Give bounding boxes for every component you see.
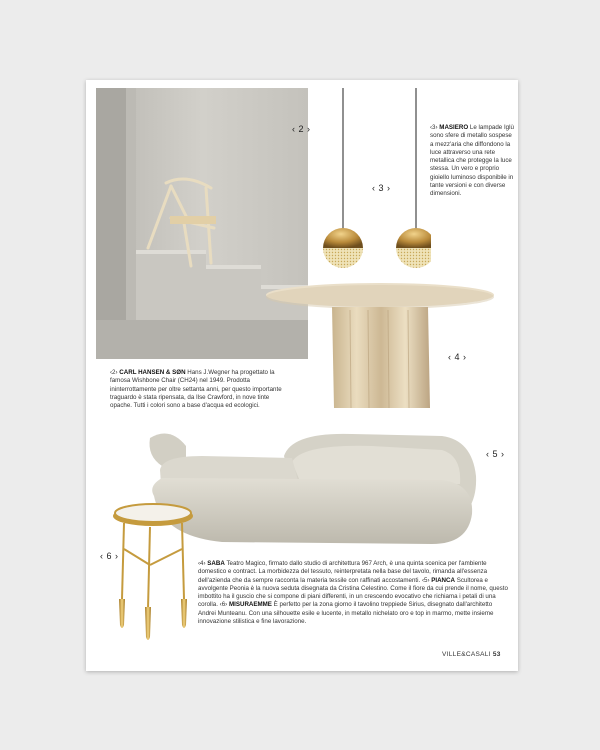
label-3: ‹ 3 › xyxy=(372,183,391,193)
sirius-side-table-image xyxy=(110,499,196,645)
page-folio: VILLE&CASALI 53 xyxy=(442,651,501,658)
caption-carl-hansen: ‹2› CARL HANSEN & SØN Hans J.Wegner ha progettato la famosa Wishbone Chair (CH24) nel 1949. Prodotta ininterrottamente per oltre settanta anni, per questo importante traguardo è stata ripensata, da Ilse Crawford, in nove tinte opache. Tutti i colori sono a base d'acqua ed ecologici. xyxy=(110,369,282,410)
caption-bottom: ‹4› SABA Teatro Magico, firmato dallo studio di architettura 967 Arch, è una quinta scenica per l'ambiente domestico e contract. La morbidezza del tessuto, reinterpretata nella base del tavolo, rimanda all'essenza dell'azienda che da sempre racconta la materia tessile con raffinati accostamenti. ‹5› PIANCA Scultorea e avvolgente Peonia è la nuova seduta disegnata da Cristina Celestino. Come il fiore da cui prende il nome, questo imbottito ha il guscio che si compone di piani differenti, in un crescendo evocativo che richiama i petali di una corolla. ‹6› MISURAEMME È perfetto per la zona giorno il tavolino treppiede Sirius, disegnato dall'architetto Andrei Munteanu. Con una silhouette esile e lucente, in metallo nichelato oro e top in marmo, mette insieme innovazione stilistica e fine lavorazione. xyxy=(198,560,508,626)
label-4: ‹ 4 › xyxy=(448,352,467,362)
caption-masiero: ‹3› MASIERO Le lampade Iglù sono sfere di metallo sospese a mezz'aria che diffondono la luce attraverso una rete metallica che protegge la luce stessa. Un vero e proprio gioiello luminoso disponibile in tante versioni e con diverse dimensioni. xyxy=(430,124,514,198)
magazine-page xyxy=(86,80,518,671)
label-5: ‹ 5 › xyxy=(486,449,505,459)
label-6: ‹ 6 › xyxy=(100,551,119,561)
table-image xyxy=(264,280,496,415)
label-2: ‹ 2 › xyxy=(292,124,311,134)
iglu-lamps-image xyxy=(316,80,431,280)
